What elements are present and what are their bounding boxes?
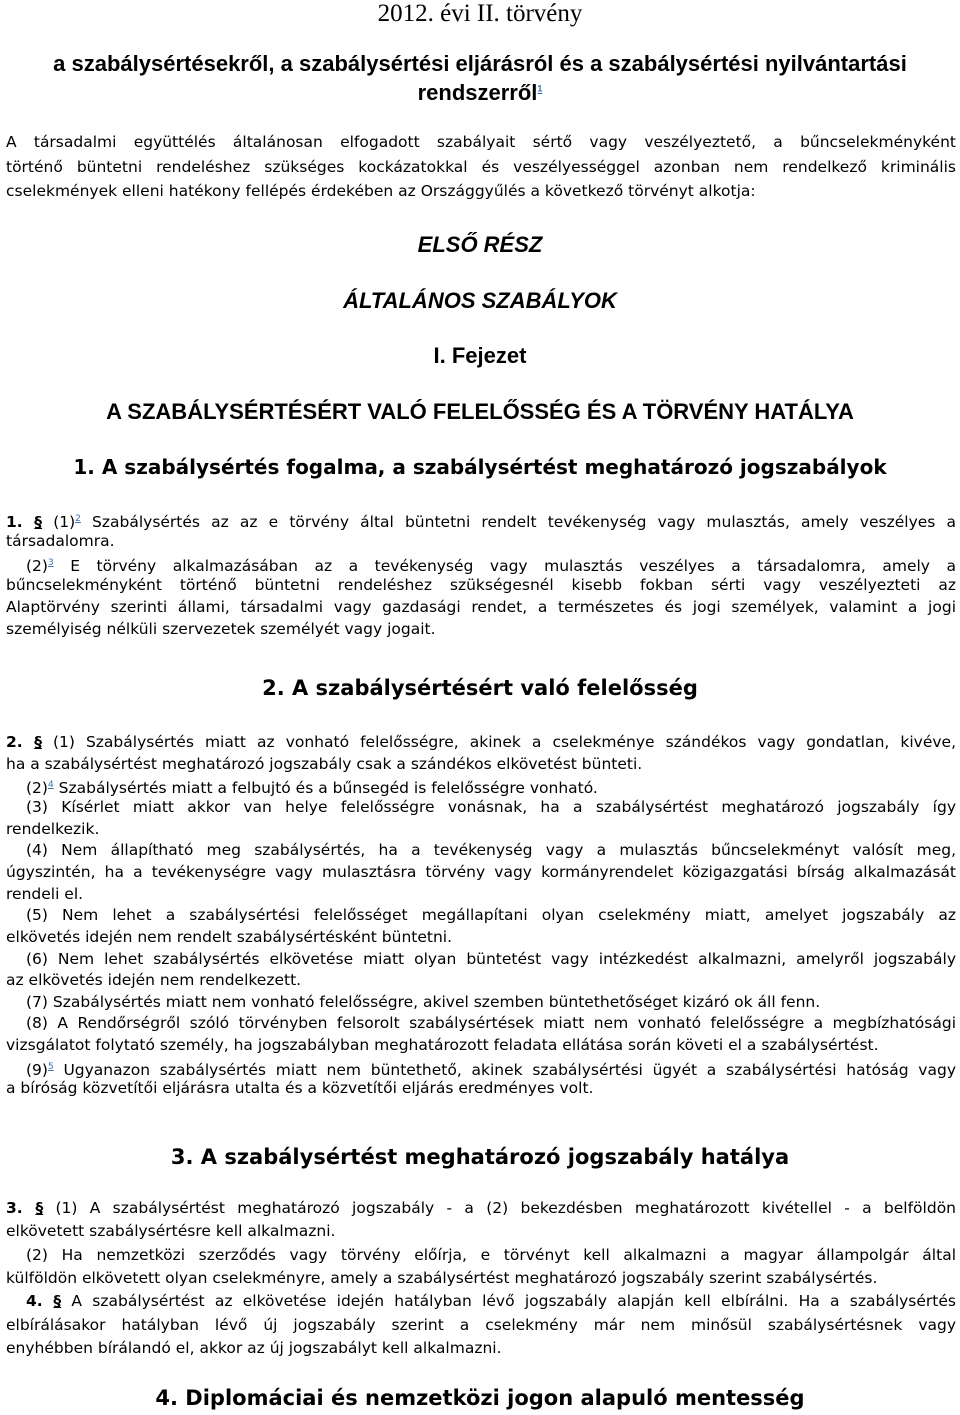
- paragraph-line: [6, 904, 956, 926]
- paragraph-text: külföldön elkövetett olyan cselekményre, amely a szabálysértést meghatározó jogszabály szerint szabálysértés.: [6, 1268, 878, 1287]
- paragraph-text: (8) A Rendőrségről szóló törvényben felsorolt szabálysértések miatt nem vonható felelősségre a megbízhatósági: [26, 1014, 956, 1033]
- chapter-title: A SZABÁLYSÉRTÉSÉRT VALÓ FELELŐSSÉG ÉS A TÖRVÉNY HATÁLYA: [106, 399, 854, 424]
- section-heading: 2. A szabálysértésért való felelősség: [262, 676, 698, 700]
- paragraph-line: [6, 530, 956, 552]
- paragraph-text: enyhébben bírálandó el, akkor az új jogszabályt kell alkalmazni.: [6, 1338, 502, 1357]
- paragraph-text: Szabálysértés az az e törvény által büntetni rendelt tevékenység vagy mulasztás, amely veszélyes a: [80, 513, 956, 532]
- preamble-line: történő büntetni rendeléshez szükséges kockázatokkal és veszélyességgel azonban nem rendelkező kriminális: [6, 158, 956, 176]
- section-number: 1.: [6, 513, 35, 532]
- subsection-number: (2): [26, 556, 48, 575]
- paragraph-line: [6, 1034, 956, 1056]
- paragraph-line: [6, 861, 956, 883]
- paragraph-line: [6, 991, 956, 1013]
- paragraph-text: az elkövetés idején nem rendelkezett.: [6, 971, 302, 990]
- paragraph-symbol-link[interactable]: §: [35, 1199, 44, 1217]
- paragraph-text: társadalomra.: [6, 531, 115, 550]
- footnote-link[interactable]: 2: [75, 514, 81, 524]
- paragraph-line: [6, 1290, 956, 1312]
- section-number: 2.: [6, 733, 35, 751]
- part-title: ELSŐ RÉSZ: [417, 232, 543, 257]
- part-subtitle: ÁLTALÁNOS SZABÁLYOK: [343, 288, 617, 313]
- paragraph-line: [6, 969, 956, 991]
- paragraph-text: (1) Szabálysértés miatt az vonható felelősségre, akinek a cselekménye szándékos vagy gondatlan, kivéve,: [41, 733, 956, 751]
- paragraph-text: Szabálysértés miatt a felbujtó és a bűnsegéd is felelősségre vonható.: [53, 779, 598, 798]
- law-title-line-1: a szabálysértésekről, a szabálysértési eljárásról és a szabálysértési nyilvántartási: [53, 51, 907, 76]
- paragraph-symbol-link[interactable]: §: [53, 1292, 62, 1311]
- law-title-text: rendszerről: [417, 80, 538, 105]
- paragraph-text: rendelkezik.: [6, 819, 100, 838]
- paragraph-line: [6, 596, 956, 618]
- paragraph-text: rendeli el.: [6, 884, 84, 903]
- paragraph-line: [6, 1077, 956, 1099]
- paragraph-line: [6, 1314, 956, 1336]
- paragraph-text: E törvény alkalmazásában az a tevékenység vagy mulasztás veszélyes a társadalomra, amely a: [53, 556, 956, 575]
- paragraph-text: Alaptörvény szerinti állami, társadalmi vagy gazdasági rendet, a természetes és jogi személyek, valamint a jogi: [6, 597, 956, 616]
- section-number: 4.: [26, 1292, 54, 1311]
- paragraph-line: [6, 796, 956, 818]
- paragraph-text: vizsgálatot folytató személy, ha jogszabályban meghatározott feladata ellátása során követi el a szabálysértést.: [6, 1036, 879, 1055]
- section-heading: 4. Diplomáciai és nemzetközi jogon alapuló mentesség: [155, 1386, 805, 1410]
- chapter-number: I. Fejezet: [433, 343, 527, 368]
- paragraph-text: bűncselekményként történő büntetni rendeléshez szükségesnél kisebb fokban sérti vagy veszélyezteti az: [6, 575, 956, 594]
- paragraph-line: [6, 883, 956, 905]
- law-number: 2012. évi II. törvény: [377, 0, 583, 27]
- paragraph-line: [6, 618, 956, 640]
- paragraph-line: [6, 839, 956, 861]
- paragraph-text: elkövetett szabálysértésre kell alkalmazni.: [6, 1222, 336, 1241]
- paragraph-text: személyiség nélküli szervezetek személyét vagy jogait.: [6, 619, 436, 638]
- subsection-number: (2): [26, 779, 48, 798]
- paragraph-line: [6, 1012, 956, 1034]
- footnote-link[interactable]: 5: [47, 1061, 54, 1072]
- paragraph-line: [6, 1244, 956, 1266]
- paragraph-line: [6, 753, 956, 775]
- paragraph-text: A szabálysértést az elkövetése idején hatályban lévő jogszabály alapján kell elbírálni. Ha a szabálysértés: [61, 1292, 956, 1311]
- paragraph-text: úgyszintén, ha a tevékenységre vagy mulasztásra törvény vagy kormányrendelet közigazgatási bírság alkalmazását: [6, 862, 956, 881]
- subsection-number: (1): [53, 513, 76, 532]
- section-number: 3.: [6, 1199, 36, 1217]
- paragraph-text: (5) Nem lehet a szabálysértési felelősséget megállapítani olyan cselekmény miatt, amelyet jogszabály az: [26, 906, 956, 925]
- paragraph-symbol-link[interactable]: §: [34, 733, 42, 751]
- subsection-number: (9): [26, 1060, 48, 1079]
- paragraph-line: [6, 926, 956, 948]
- paragraph-text: (3) Kísérlet miatt akkor van helye felelősségre vonásnak, ha a szabálysértést meghatározó jogszabály így: [26, 797, 956, 816]
- paragraph-line: [6, 1220, 956, 1242]
- paragraph-line: [6, 1197, 956, 1219]
- paragraph-line: [6, 574, 956, 596]
- preamble-line: A társadalmi együttélés általánosan elfogadott szabályait sértő vagy veszélyeztető, a bűncselekményként: [6, 133, 956, 151]
- paragraph-text: (7) Szabálysértés miatt nem vonható felelősségre, akivel szemben büntethetőséget kizáró ok áll fenn.: [26, 992, 821, 1011]
- section-heading: 1. A szabálysértés fogalma, a szabálysértést meghatározó jogszabályok: [73, 455, 887, 479]
- paragraph-text: (6) Nem lehet szabálysértés elkövetése miatt olyan büntetést vagy intézkedést alkalmazni, amelyről jogszabály: [26, 949, 956, 968]
- paragraph-symbol-link[interactable]: §: [34, 513, 43, 532]
- paragraph-text: a bíróság közvetítői eljárásra utalta és a közvetítői eljárás eredményes volt.: [6, 1079, 594, 1098]
- footnote-link[interactable]: 4: [47, 780, 54, 791]
- law-title-line-2: [0, 80, 960, 106]
- paragraph-line: [6, 948, 956, 970]
- paragraph-text: (2) Ha nemzetközi szerződés vagy törvény előírja, e törvényt kell alkalmazni a magyar állampolgár által: [26, 1245, 956, 1264]
- paragraph-line: [6, 1267, 956, 1289]
- paragraph-text: (4) Nem állapítható meg szabálysértés, ha a tevékenység vagy a mulasztás bűncselekményt valósít meg,: [26, 841, 956, 860]
- footnote-link[interactable]: 1: [537, 83, 543, 94]
- footnote-link[interactable]: 3: [47, 557, 54, 568]
- paragraph-text: elbírálásakor hatályban lévő új jogszabály szerint a cselekmény már nem minősül szabálysértésnek vagy: [6, 1315, 956, 1334]
- paragraph-text: Ugyanazon szabálysértés miatt nem büntethető, akinek szabálysértési ügyét a szabálysértési hatóság vagy: [53, 1060, 956, 1079]
- paragraph-line: [6, 1337, 956, 1359]
- paragraph-line: [6, 731, 956, 753]
- paragraph-text: ha a szabálysértést meghatározó jogszabály csak a szándékos elkövetést bünteti.: [6, 754, 643, 773]
- section-heading: 3. A szabálysértést meghatározó jogszabály hatálya: [170, 1145, 790, 1169]
- paragraph-text: (1) A szabálysértést meghatározó jogszabály - a (2) bekezdésben meghatározott kivétellel - a belföldön: [43, 1199, 956, 1217]
- paragraph-text: elkövetés idején nem rendelt szabálysértésként büntetni.: [6, 927, 453, 946]
- paragraph-line: [6, 818, 956, 840]
- preamble-line: cselekmények elleni hatékony fellépés érdekében az Országgyűlés a következő törvényt alkotja:: [6, 182, 756, 200]
